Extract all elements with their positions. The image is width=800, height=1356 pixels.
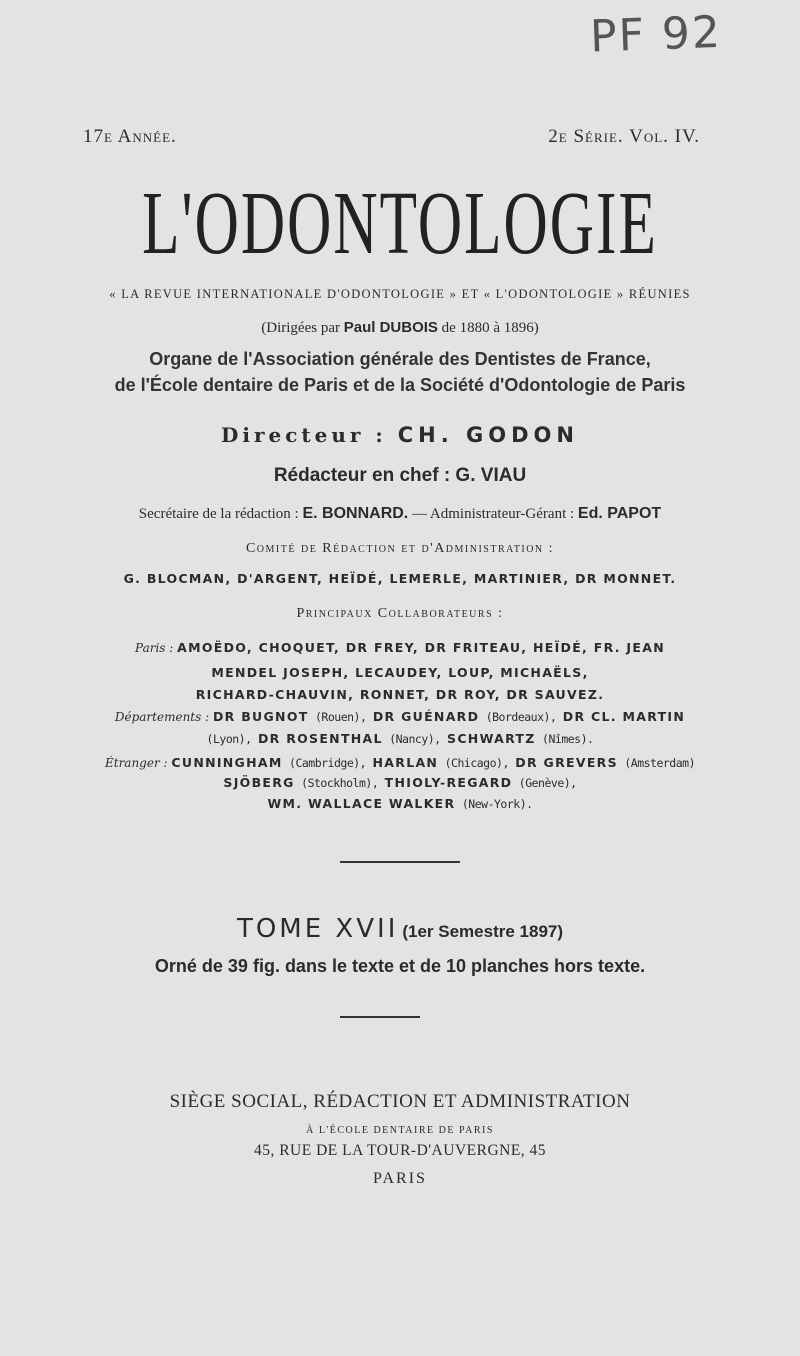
etranger-location: (Stockholm), <box>294 776 385 790</box>
comite-members: G. BLOCMAN, D'ARGENT, HEÏDÉ, LEMERLE, MARTINIER, DR MONNET. <box>123 571 677 586</box>
dept-location: (Nîmes). <box>535 732 594 746</box>
secretaire-name: E. BONNARD. <box>302 505 409 522</box>
siege-city: PARIS <box>373 1170 427 1187</box>
etranger-name: HARLAN <box>372 755 439 770</box>
etranger-location: (Cambridge), <box>282 756 373 770</box>
departements-label: Départements : <box>114 710 213 724</box>
directeur-name: CH. GODON <box>397 423 579 447</box>
siege-ecole: À L'ÉCOLE DENTAIRE DE PARIS <box>306 1125 494 1136</box>
etranger-location: (Chicago), <box>438 756 516 770</box>
serie-label: 2e Série. Vol. IV. <box>548 126 700 147</box>
journal-title: L'ODONTOLOGIE <box>142 174 658 273</box>
collab-paris-line-2 <box>0 665 800 681</box>
dept-location: (Rouen), <box>308 710 373 724</box>
collab-dept-line-2 <box>0 731 800 747</box>
etranger-location: (Genève), <box>512 776 577 790</box>
collab-paris-line-1 <box>0 640 800 656</box>
etranger-location: (New-York). <box>455 797 533 811</box>
collab-dept-line-1 <box>0 709 800 725</box>
dept-name: DR CL. MARTIN <box>562 709 686 724</box>
dept-location: (Bordeaux), <box>479 710 563 724</box>
paris-label: Paris : <box>135 641 178 655</box>
collab-etranger-line-1 <box>0 755 800 771</box>
handwritten-note: PF 92 <box>589 6 723 63</box>
secretaire-line <box>0 505 800 523</box>
orne-line: Orné de 39 fig. dans le texte et de 10 planches hors texte. <box>154 956 646 976</box>
collab-etranger-line-2 <box>0 775 800 791</box>
tome-number: TOME XVII <box>236 914 399 944</box>
etranger-name: THIOLY-REGARD <box>384 775 513 790</box>
dirigees-line <box>0 319 800 337</box>
administrateur-label: — Administrateur-Gérant : <box>408 506 578 522</box>
dept-location: (Lyon), <box>206 732 258 746</box>
organe-line-1: Organe de l'Association générale des Dentistes de France, <box>149 349 651 369</box>
etranger-name: DR GREVERS <box>515 755 618 770</box>
dirigees-after: de 1880 à 1896) <box>437 320 539 336</box>
annee-label: 17e Année. <box>83 126 177 147</box>
divider <box>340 861 460 863</box>
dept-name: DR ROSENTHAL <box>257 731 383 746</box>
etranger-location: (Amsterdam) <box>617 756 696 770</box>
dept-location: (Nancy), <box>382 732 448 746</box>
etranger-label: Étranger : <box>104 756 172 770</box>
dept-name: DR BUGNOT <box>212 709 309 724</box>
directeur-line <box>0 423 800 447</box>
tome-semestre: (1er Semestre 1897) <box>402 922 564 941</box>
paris-names-2: MENDEL JOSEPH, LECAUDEY, LOUP, MICHAËLS, <box>211 665 589 680</box>
merge-subtitle: « LA REVUE INTERNATIONALE D'ODONTOLOGIE » ET « L'ODONTOLOGIE » RÉUNIES <box>109 287 691 301</box>
paris-names-3: RICHARD-CHAUVIN, RONNET, DR ROY, DR SAUVEZ. <box>195 687 605 702</box>
administrateur-name: Ed. PAPOT <box>577 505 662 522</box>
collaborateurs-heading: Principaux Collaborateurs : <box>296 606 504 621</box>
collab-paris-line-3 <box>0 687 800 703</box>
directeur-label: Directeur : <box>221 423 398 447</box>
divider <box>340 1016 420 1018</box>
dirigees-before: (Dirigées par <box>261 320 344 336</box>
redacteur-line: Rédacteur en chef : G. VIAU <box>273 465 527 486</box>
collab-etranger-line-3 <box>0 796 800 812</box>
dept-name: DR GUÉNARD <box>372 709 480 724</box>
secretaire-label: Secrétaire de la rédaction : <box>138 506 303 522</box>
tome-line <box>0 914 800 944</box>
etranger-name: WM. WALLACE WALKER <box>267 796 456 811</box>
etranger-name: CUNNINGHAM <box>171 755 283 770</box>
etranger-name: SJÖBERG <box>223 775 295 790</box>
comite-heading: Comité de Rédaction et d'Administration : <box>245 541 555 556</box>
dept-name: SCHWARTZ <box>447 731 536 746</box>
paris-names-1: AMOËDO, CHOQUET, DR FREY, DR FRITEAU, HEÏDÉ, FR. JEAN <box>177 640 665 655</box>
siege-address: 45, RUE DE LA TOUR-D'AUVERGNE, 45 <box>253 1142 547 1159</box>
organe-line-2: de l'École dentaire de Paris et de la Société d'Odontologie de Paris <box>114 375 686 395</box>
siege-title: SIÈGE SOCIAL, RÉDACTION ET ADMINISTRATION <box>169 1091 631 1112</box>
dirigees-name: Paul DUBOIS <box>343 319 438 336</box>
